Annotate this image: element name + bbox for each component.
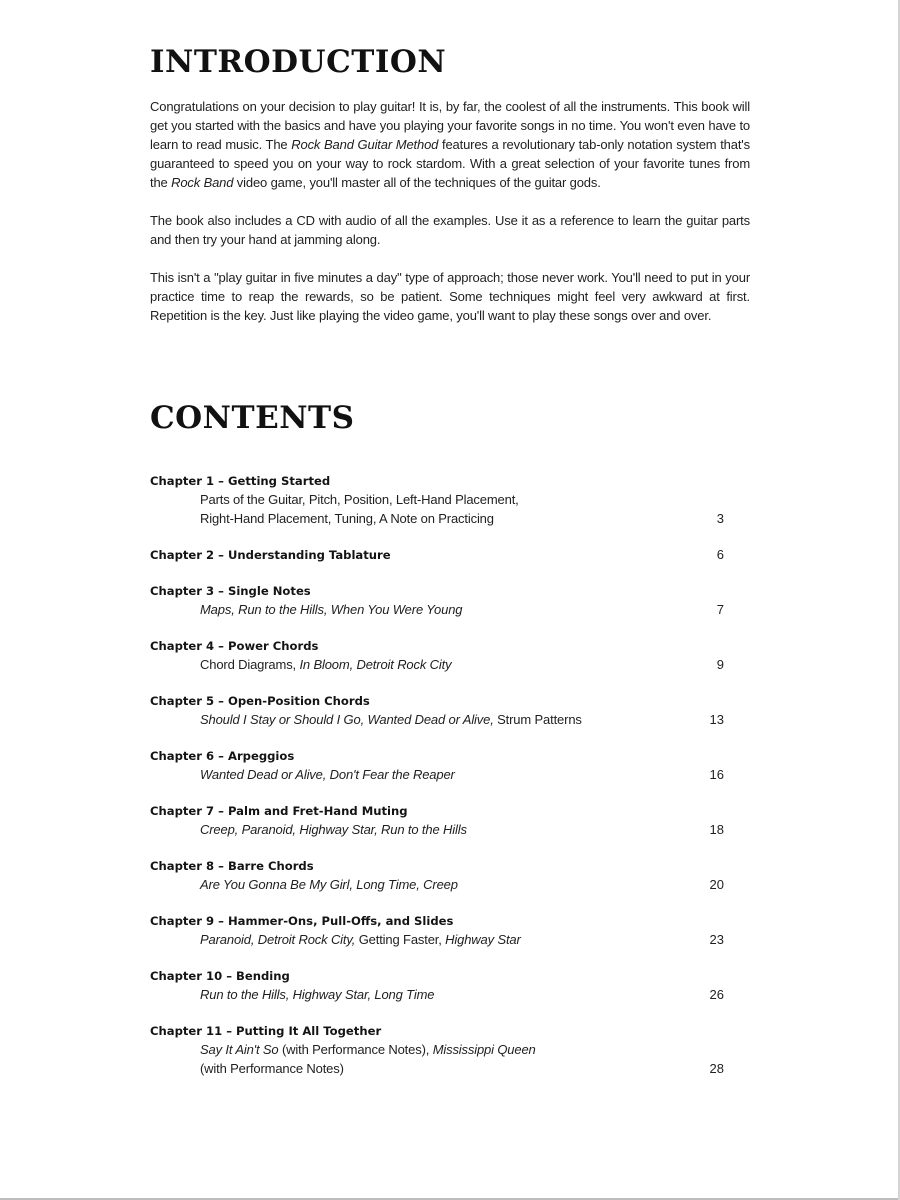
chapter-title: Chapter 2 – Understanding Tablature — [150, 548, 391, 562]
chapter-title: Chapter 3 – Single Notes — [150, 584, 311, 598]
page-number: 3 — [716, 511, 724, 526]
page-number: 16 — [709, 767, 724, 782]
italic-title-text: In Bloom, Detroit Rock City — [299, 657, 452, 672]
chapter-topics — [200, 655, 700, 674]
chapter-title: Chapter 4 – Power Chords — [150, 639, 319, 653]
page-number: 28 — [709, 1061, 724, 1076]
intro-paragraph — [150, 97, 750, 192]
italic-title-text: Highway Star — [445, 932, 521, 947]
chapter-title: Chapter 6 – Arpeggios — [150, 749, 295, 763]
italic-title-text: Should I Stay or Should I Go, Wanted Dead or Alive, — [200, 712, 494, 727]
toc-entry — [150, 546, 750, 564]
italic-title-text: Creep, Paranoid, Highway Star, Run to the Hills — [200, 822, 467, 837]
chapter-title: Chapter 9 – Hammer-Ons, Pull-Offs, and Slides — [150, 914, 454, 928]
chapter-topics — [200, 490, 700, 509]
chapter-topics — [200, 710, 700, 729]
italic-title-text: Rock Band — [171, 175, 234, 190]
chapter-title: Chapter 1 – Getting Started — [150, 474, 331, 488]
italic-title-text: Mississippi Queen — [432, 1042, 536, 1057]
chapter-title: Chapter 7 – Palm and Fret-Hand Muting — [150, 804, 408, 818]
chapter-topics — [200, 765, 700, 784]
text-run: Parts of the Guitar, Pitch, Position, Left-Hand Placement, — [200, 492, 519, 507]
chapter-title: Chapter 11 – Putting It All Together — [150, 1024, 382, 1038]
chapter-topics — [200, 1040, 700, 1059]
toc-entry — [150, 967, 750, 1004]
page-number: 13 — [709, 712, 724, 727]
toc-entry — [150, 472, 750, 528]
italic-title-text: Are You Gonna Be My Girl, Long Time, Creep — [200, 877, 458, 892]
toc-entry — [150, 692, 750, 729]
text-run: Congratulations on your decision to play guitar! It is, by far, the coolest of all the instruments. This book will get you started with the basics and have you playing your favorite songs in no time. You won't even have to learn to read music. The — [150, 99, 750, 152]
page-number: 18 — [709, 822, 724, 837]
page-number: 20 — [709, 877, 724, 892]
italic-title-text: Rock Band Guitar Method — [291, 137, 439, 152]
introduction-heading: INTRODUCTION — [150, 44, 447, 80]
text-run: The book also includes a CD with audio of all the examples. Use it as a reference to learn the guitar parts and then try your hand at jamming along. — [150, 213, 750, 247]
introduction-body — [150, 97, 750, 344]
chapter-title: Chapter 5 – Open-Position Chords — [150, 694, 370, 708]
text-run: Strum Patterns — [493, 712, 582, 727]
text-run: features a revolutionary tab-only notation system that's guaranteed to speed you on your way to rock stardom. With a great selection of your favorite tunes from the — [150, 137, 750, 190]
chapter-title: Chapter 10 – Bending — [150, 969, 290, 983]
toc-entry — [150, 747, 750, 784]
text-run: Getting Faster, — [355, 932, 446, 947]
page-number: 9 — [716, 657, 724, 672]
chapter-topics — [200, 930, 700, 949]
italic-title-text: Run to the Hills, Highway Star, Long Time — [200, 987, 435, 1002]
text-run: Right-Hand Placement, Tuning, A Note on Practicing — [200, 511, 494, 526]
text-run: video game, you'll master all of the techniques of the guitar gods. — [233, 175, 601, 190]
chapter-topics — [200, 509, 700, 528]
text-run: (with Performance Notes) — [200, 1061, 344, 1076]
chapter-topics — [200, 1059, 700, 1078]
italic-title-text: Paranoid, Detroit Rock City, — [200, 932, 356, 947]
toc-entry — [150, 1022, 750, 1078]
intro-paragraph — [150, 268, 750, 325]
italic-title-text: Maps, Run to the Hills, When You Were Young — [200, 602, 463, 617]
page-number: 7 — [716, 602, 724, 617]
text-run: Chord Diagrams, — [200, 657, 300, 672]
page-number: 6 — [716, 547, 724, 562]
text-run: This isn't a "play guitar in five minutes a day" type of approach; those never work. You'll need to put in your practice time to reap the rewards, so be patient. Some techniques might feel very awkward at first. Repetition is the key. Just like playing the video game, you'll want to play these songs over and over. — [150, 270, 750, 323]
text-run: (with Performance Notes), — [278, 1042, 433, 1057]
toc-entry — [150, 857, 750, 894]
toc-entry — [150, 802, 750, 839]
chapter-topics — [200, 600, 700, 619]
page-number: 23 — [709, 932, 724, 947]
page-number: 26 — [709, 987, 724, 1002]
intro-paragraph — [150, 211, 750, 249]
italic-title-text: Wanted Dead or Alive, Don't Fear the Reaper — [200, 767, 455, 782]
italic-title-text: Say It Ain't So — [200, 1042, 279, 1057]
contents-heading: CONTENTS — [150, 400, 355, 436]
chapter-topics — [200, 875, 700, 894]
table-of-contents — [150, 472, 750, 1096]
chapter-topics — [200, 985, 700, 1004]
chapter-title: Chapter 8 – Barre Chords — [150, 859, 314, 873]
toc-entry — [150, 582, 750, 619]
chapter-topics — [200, 820, 700, 839]
toc-entry — [150, 912, 750, 949]
toc-entry — [150, 637, 750, 674]
